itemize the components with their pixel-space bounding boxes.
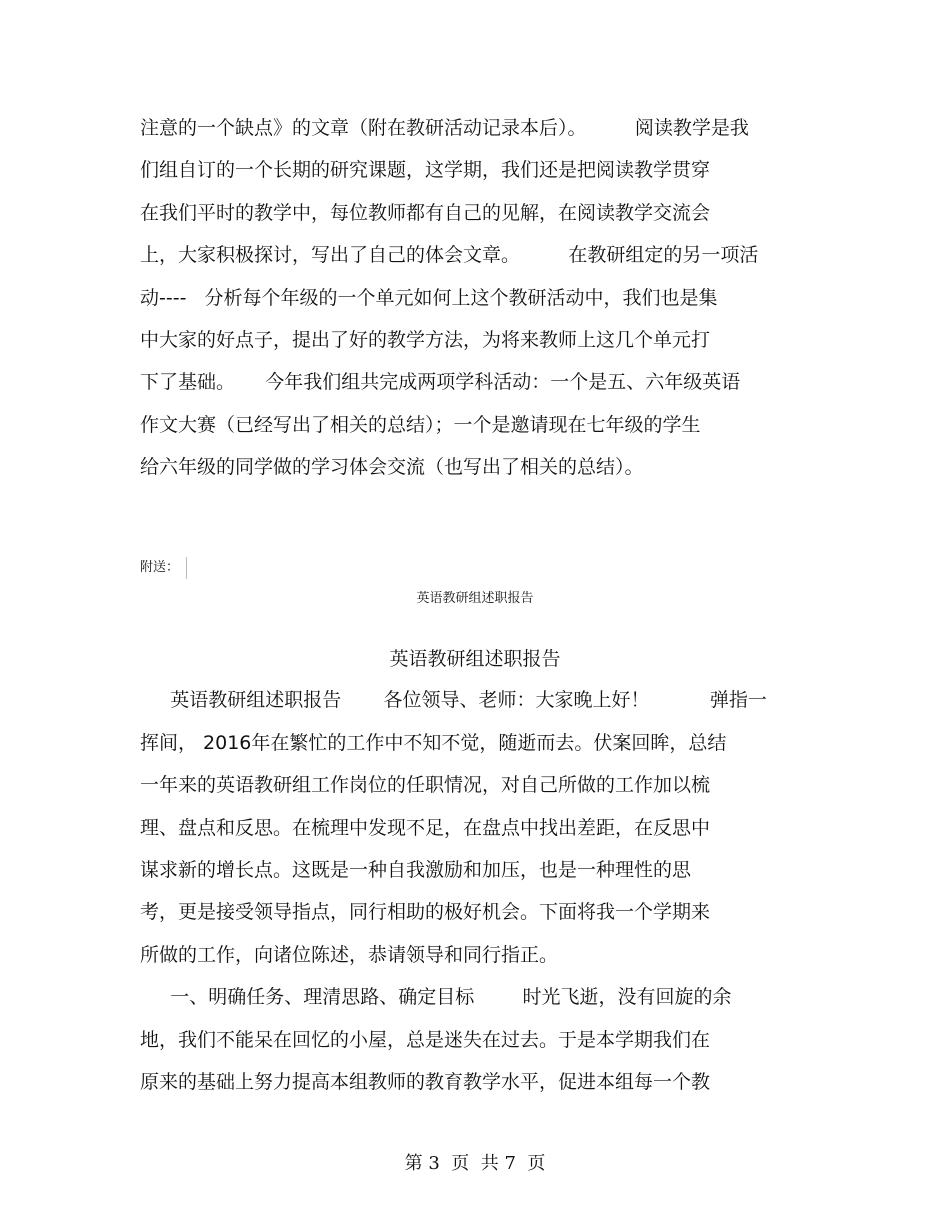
page-footer: 第 3 页 共 7 页 <box>404 1153 546 1174</box>
text-line: 英语教研组述职报告 各位领导、老师：大家晚上好！ 弹指一 <box>140 689 767 711</box>
text-line: 理、盘点和反思。在梳理中发现不足，在盘点中找出差距，在反思中 <box>140 817 711 839</box>
text-line: 在我们平时的教学中，每位教师都有自己的见解，在阅读教学交流会 <box>140 202 711 224</box>
text-line: 一年来的英语教研组工作岗位的任职情况，对自己所做的工作加以梳 <box>140 774 711 796</box>
text-line: 注意的一个缺点》的文章（附在教研活动记录本后）。 阅读教学是我 <box>140 117 749 139</box>
text-line: 上，大家积极探讨，写出了自己的体会文章。 在教研组定的另一项活 <box>140 244 759 266</box>
text-line: 动---- 分析每个年级的一个单元如何上这个教研活动中，我们也是集 <box>140 287 718 309</box>
text-line: 原来的基础上努力提高本组教师的教育教学水平，促进本组每一个教 <box>140 1071 711 1093</box>
text-line: 们组自订的一个长期的研究课题，这学期，我们还是把阅读教学贯穿 <box>140 159 711 181</box>
text-line: 一、明确任务、理清思路、确定目标 时光飞逝，没有回旋的余 <box>140 986 732 1008</box>
text-line: 给六年级的同学做的学习体会交流（也写出了相关的总结）。 <box>140 456 644 478</box>
text-line: 考，更是接受领导指点，同行相助的极好机会。下面将我一个学期来 <box>140 901 711 923</box>
report-title: 英语教研组述职报告 <box>389 648 561 670</box>
attachment-divider <box>186 557 187 579</box>
text-line: 地，我们不能呆在回忆的小屋，总是迷失在过去。于是本学期我们在 <box>140 1029 711 1051</box>
text-line: 挥间， 2016年在繁忙的工作中不知不觉，随逝而去。伏案回眸，总结 <box>140 732 727 754</box>
text-line: 下了基础。 今年我们组共完成两项学科活动：一个是五、六年级英语 <box>140 371 741 393</box>
text-line: 中大家的好点子，提出了好的教学方法，为将来教师上这几个单元打 <box>140 329 711 351</box>
attachment-label: 附送： <box>140 560 180 575</box>
text-line: 作文大赛（已经写出了相关的总结）；一个是邀请现在七年级的学生 <box>140 414 701 436</box>
text-line: 谋求新的增长点。这既是一种自我激励和加压，也是一种理性的思 <box>140 859 692 881</box>
attachment-small-title: 英语教研组述职报告 <box>416 591 534 606</box>
text-line: 所做的工作，向诸位陈述，恭请领导和同行指正。 <box>140 944 559 966</box>
